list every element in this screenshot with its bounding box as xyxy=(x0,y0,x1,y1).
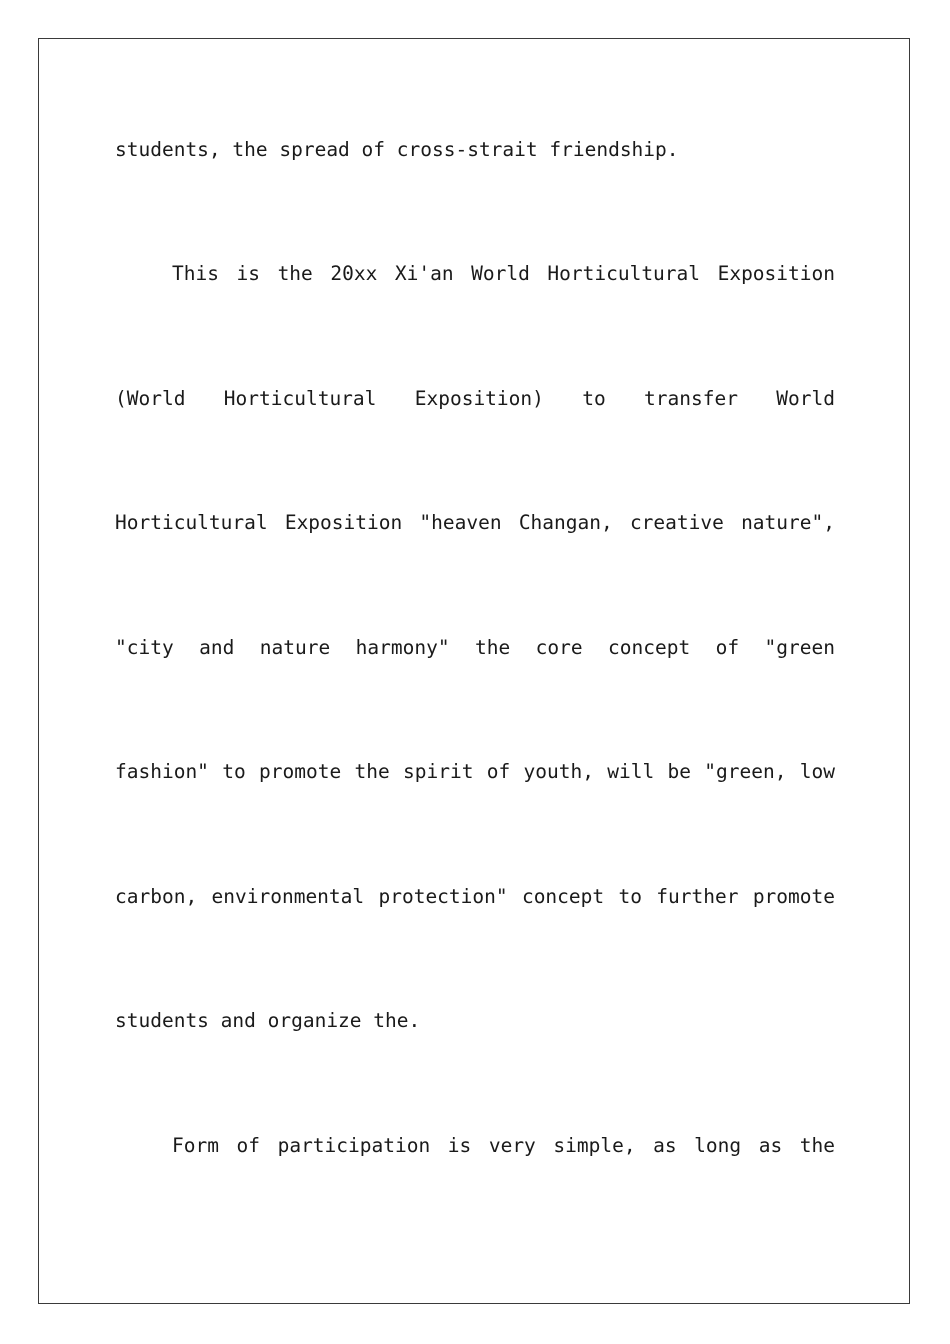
text-line-7: carbon, environmental protection" concept to further promote xyxy=(115,885,835,908)
text-line-6: fashion" to promote the spirit of youth, will be "green, low xyxy=(115,760,835,783)
text-line-4: Horticultural Exposition "heaven Changan, creative nature", xyxy=(115,511,835,534)
text-line-3: (World Horticultural Exposition) to transfer World xyxy=(115,387,835,410)
text-line-5: "city and nature harmony" the core concept of "green xyxy=(115,636,835,659)
text-line-9: Form of participation is very simple, as long as the xyxy=(172,1134,835,1157)
text-line-1: students, the spread of cross-strait friendship. xyxy=(115,138,679,161)
text-line-2: This is the 20xx Xi'an World Horticultural Exposition xyxy=(172,262,835,285)
page-border xyxy=(38,38,910,1304)
text-line-8: students and organize the. xyxy=(115,1009,421,1032)
